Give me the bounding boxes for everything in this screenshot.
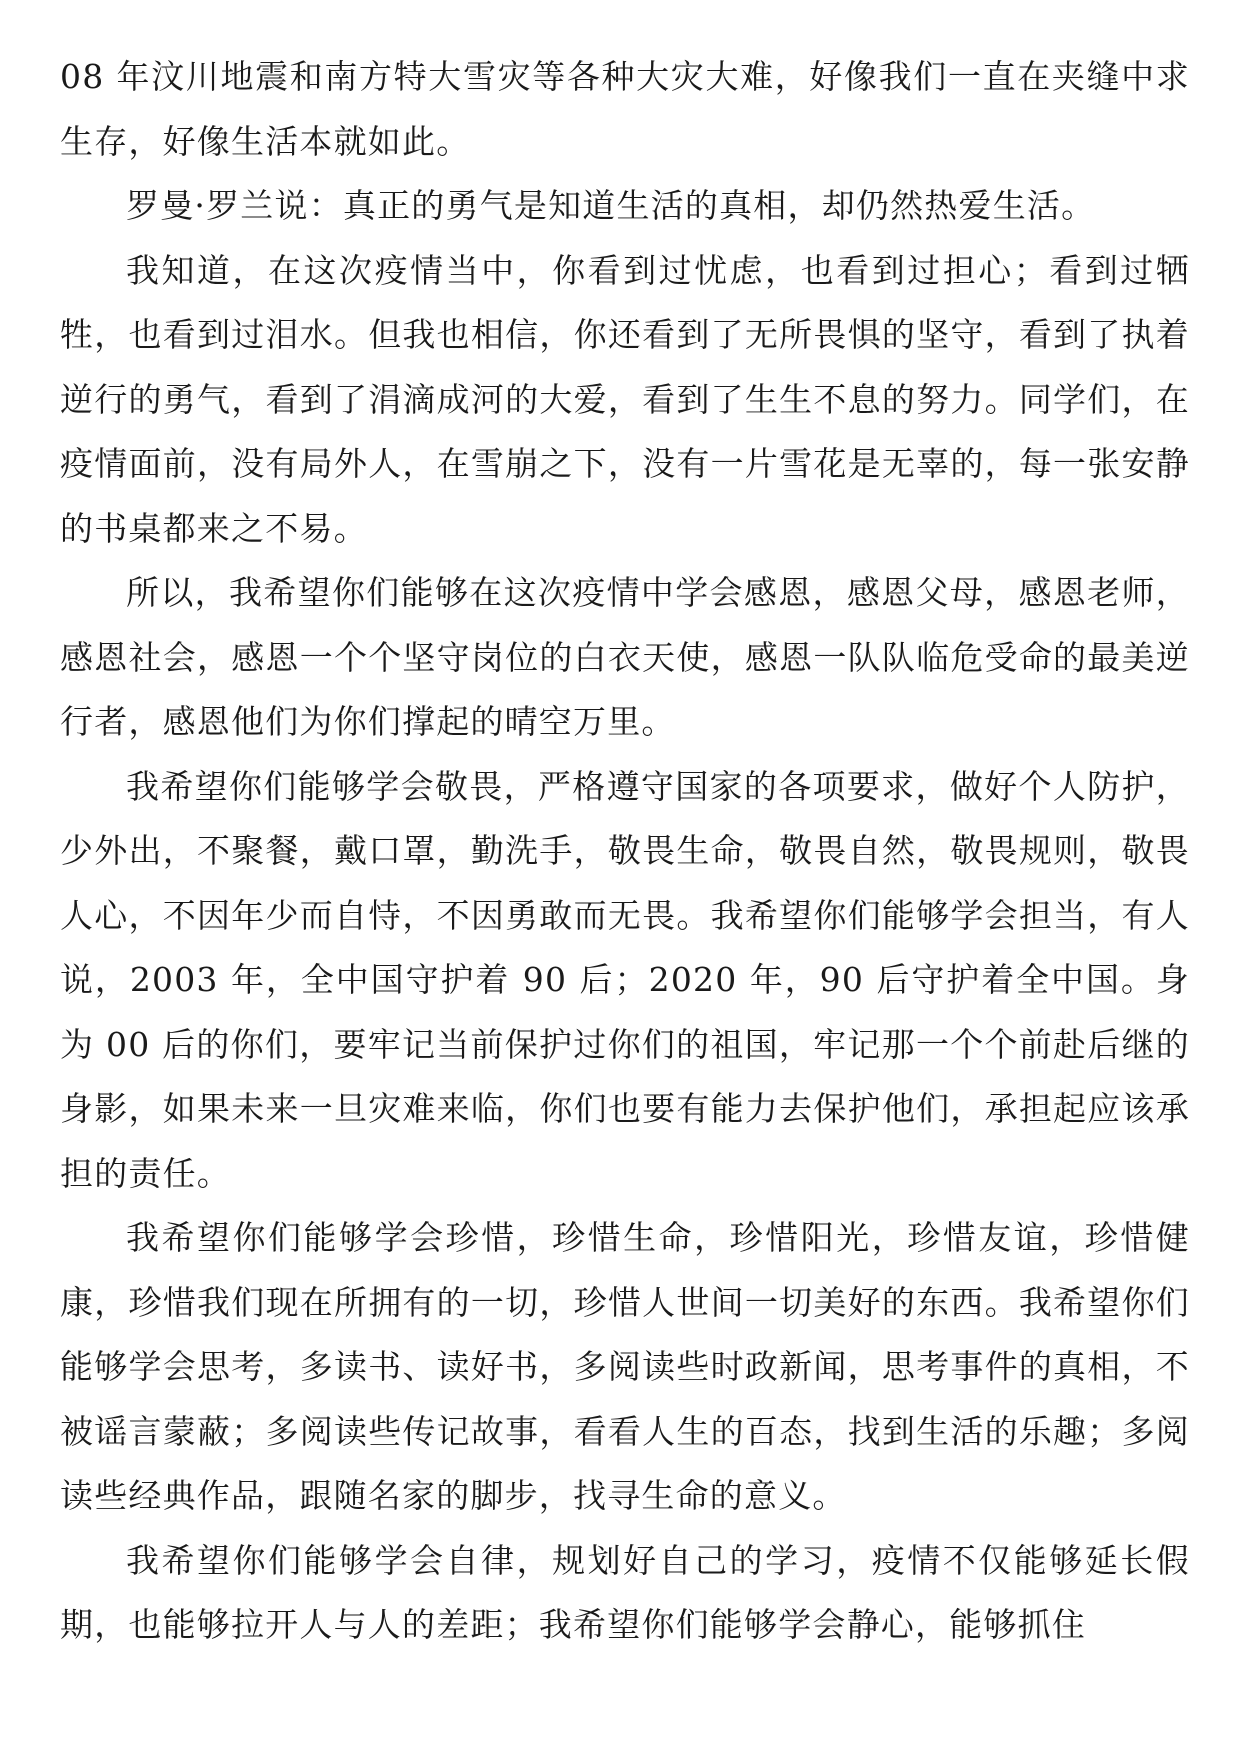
paragraph-cherish-think: 我希望你们能够学会珍惜，珍惜生命，珍惜阳光，珍惜友谊，珍惜健康，珍惜我们现在所拥有的一切，珍惜人世间一切美好的东西。我希望你们能够学会思考，多读书、读好书，多阅读些时政新闻，思考事件的真相，不被谣言蒙蔽；多阅读些传记故事，看看人生的百态，找到生活的乐趣；多阅读些经典作品，跟随名家的脚步，找寻生命的意义。 [60,1218,1190,1515]
paragraph-self-discipline: 我希望你们能够学会自律，规划好自己的学习，疫情不仅能够延长假期，也能够拉开人与人的差距；我希望你们能够学会静心，能够抓住 [60,1540,1190,1644]
paragraph-disaster-continuation: 08 年汶川地震和南方特大雪灾等各种大灾大难，好像我们一直在夹缝中求生存，好像生活本就如此。 [60,57,1190,161]
paragraph-reverence-responsibility: 我希望你们能够学会敬畏，严格遵守国家的各项要求，做好个人防护，少外出，不聚餐，戴口罩，勤洗手，敬畏生命，敬畏自然，敬畏规则，敬畏人心，不因年少而自恃，不因勇敢而无畏。我希望你们能够学会担当，有人说，2003 年，全中国守护着 90 后；2020 年，90 后守护着全中国。身为 00 后的你们，要牢记当前保护过你们的祖国，牢记那一个个前赴后继的身影，如果未来一旦灾难来临，你们也要有能力去保护他们，承担起应该承担的责任。 [60,766,1190,1193]
paragraph-romain-rolland-quote: 罗曼·罗兰说：真正的勇气是知道生活的真相，却仍然热爱生活。 [126,186,1096,225]
paragraph-gratitude: 所以，我希望你们能够在这次疫情中学会感恩，感恩父母，感恩老师，感恩社会，感恩一个个坚守岗位的白衣天使，感恩一队队临危受命的最美逆行者，感恩他们为你们撑起的晴空万里。 [60,573,1190,741]
paragraph-epidemic-witness: 我知道，在这次疫情当中，你看到过忧虑，也看到过担心；看到过牺牲，也看到过泪水。但我也相信，你还看到了无所畏惧的坚守，看到了执着逆行的勇气，看到了涓滴成河的大爱，看到了生生不息的努力。同学们，在疫情面前，没有局外人，在雪崩之下，没有一片雪花是无辜的，每一张安静的书桌都来之不易。 [60,250,1190,548]
document-page [60,45,1190,1658]
